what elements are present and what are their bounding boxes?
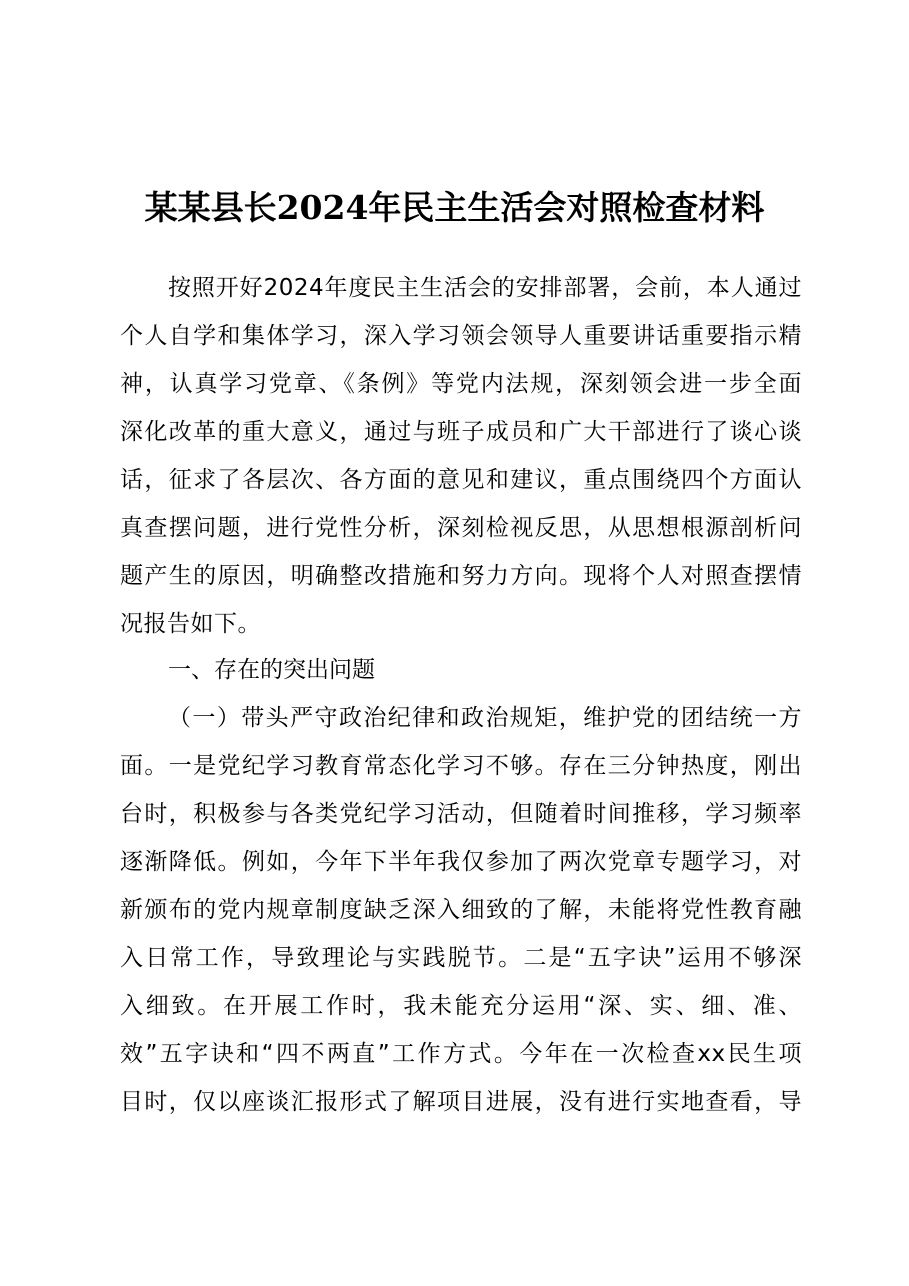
body-line: （一）带头严守政治纪律和政治规矩，维护党的团结统一方 <box>168 705 802 731</box>
section-heading: 一、存在的突出问题 <box>168 657 375 683</box>
intro-line: 真查摆问题，进行党性分析，深刻检视反思，从思想根源剖析问 <box>120 515 802 541</box>
body-line: 入日常工作，导致理论与实践脱节。二是“五字诀”运用不够深 <box>120 945 802 971</box>
body-line: 面。一是党纪学习教育常态化学习不够。存在三分钟热度，刚出 <box>120 753 802 779</box>
intro-line: 神，认真学习党章、《条例》等党内法规，深刻领会进一步全面 <box>120 371 802 397</box>
intro-line: 况报告如下。 <box>120 611 261 637</box>
body-line: 台时，积极参与各类党纪学习活动，但随着时间推移，学习频率 <box>120 801 802 827</box>
body-line: 逐渐降低。例如，今年下半年我仅参加了两次党章专题学习，对 <box>120 849 802 875</box>
intro-line: 题产生的原因，明确整改措施和努力方向。现将个人对照查摆情 <box>120 563 802 589</box>
intro-line: 话，征求了各层次、各方面的意见和建议，重点围绕四个方面认 <box>120 467 802 493</box>
body-line: 入细致。在开展工作时，我未能充分运用“深、实、细、准、 <box>120 993 802 1019</box>
body-line: 目时，仅以座谈汇报形式了解项目进展，没有进行实地查看，导 <box>120 1089 802 1115</box>
intro-line: 按照开好2024年度民主生活会的安排部署，会前，本人通过 <box>168 275 802 301</box>
intro-line: 个人自学和集体学习，深入学习领会领导人重要讲话重要指示精 <box>120 323 802 349</box>
body-line: 效”五字诀和“四不两直”工作方式。今年在一次检查xx民生项 <box>120 1041 802 1067</box>
intro-line: 深化改革的重大意义，通过与班子成员和广大干部进行了谈心谈 <box>120 419 802 445</box>
document-title: 某某县长2024年民主生活会对照检查材料 <box>144 188 765 227</box>
body-line: 新颁布的党内规章制度缺乏深入细致的了解，未能将党性教育融 <box>120 897 802 923</box>
